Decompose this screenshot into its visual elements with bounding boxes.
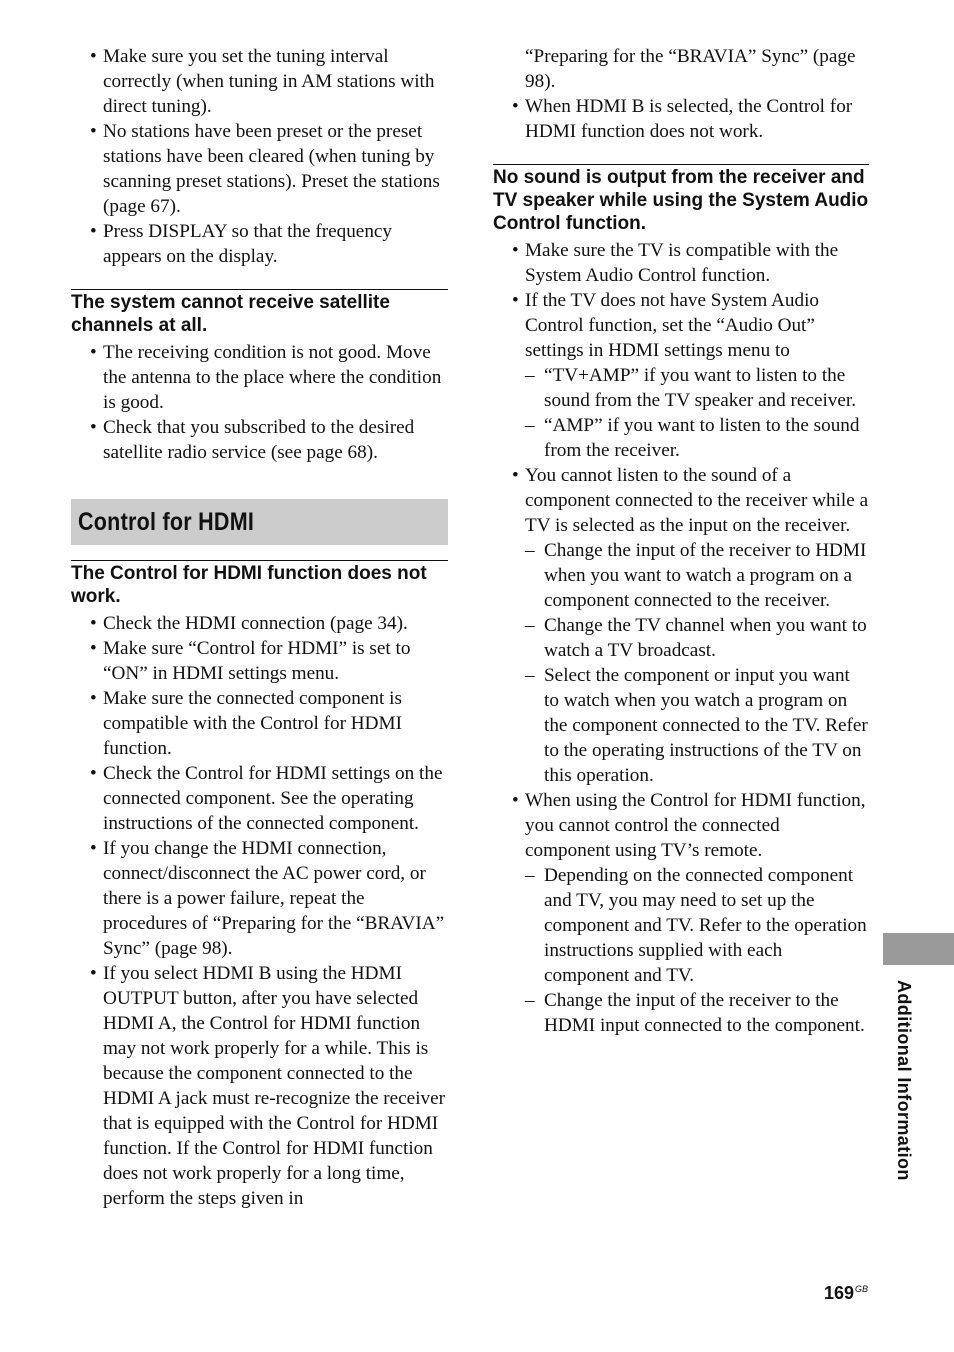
list-item: • If you select HDMI B using the HDMI OUTPUT button, after you have selected HDMI A, the Control for HDMI function may not work properly for a while. This is because the component connected to the HDMI A jack must re-recognize the receiver that is equipped with the Control for HDMI function. If the Control for HDMI function does not work properly for a long time, perform the steps given in <box>71 961 448 1211</box>
hdmi-bullet-list <box>71 611 448 1211</box>
left-column <box>71 44 448 1211</box>
section-title-bar <box>71 499 448 545</box>
no-sound-subheading: No sound is output from the receiver and TV speaker while using the System Audio Control function. <box>493 164 869 235</box>
dash-item: – Select the component or input you want to watch when you watch a program on the component connected to the TV. Refer to the operating instructions of the TV on this operation. <box>493 663 869 788</box>
list-item: • Make sure you set the tuning interval correctly (when tuning in AM stations with direct tuning). <box>71 44 448 119</box>
list-item: • You cannot listen to the sound of a component connected to the receiver while a TV is selected as the input on the receiver. <box>493 463 869 538</box>
list-item: • When using the Control for HDMI function, you cannot control the connected component using TV’s remote. <box>493 788 869 863</box>
page-number-value: 169 <box>824 1283 855 1303</box>
list-item: • Check the Control for HDMI settings on the connected component. See the operating instructions of the connected component. <box>71 761 448 836</box>
list-item: • If the TV does not have System Audio Control function, set the “Audio Out” settings in HDMI settings menu to <box>493 288 869 363</box>
satellite-subheading: The system cannot receive satellite channels at all. <box>71 289 448 337</box>
satellite-bullet-list <box>71 340 448 465</box>
hdmi-b-bullet-list <box>493 94 869 144</box>
list-item: • No stations have been preset or the preset stations have been cleared (when tuning by scanning preset stations). Preset the stations (page 67). <box>71 119 448 219</box>
dash-item: – Change the TV channel when you want to watch a TV broadcast. <box>493 613 869 663</box>
list-item: • Check the HDMI connection (page 34). <box>71 611 448 636</box>
list-item: • Press DISPLAY so that the frequency appears on the display. <box>71 219 448 269</box>
list-item: • The receiving condition is not good. Move the antenna to the place where the condition is good. <box>71 340 448 415</box>
list-item: • Make sure the connected component is compatible with the Control for HDMI function. <box>71 686 448 761</box>
side-section-label: Additional Information <box>894 980 914 1181</box>
dash-item: – Change the input of the receiver to HDMI when you want to watch a program on a component connected to the receiver. <box>493 538 869 613</box>
list-item: • When HDMI B is selected, the Control for HDMI function does not work. <box>493 94 869 144</box>
hdmi-subheading: The Control for HDMI function does not work. <box>71 560 448 608</box>
list-item: • If you change the HDMI connection, connect/disconnect the AC power cord, or there is a power failure, repeat the procedures of “Preparing for the “BRAVIA” Sync” (page 98). <box>71 836 448 961</box>
dash-item: – Depending on the connected component and TV, you may need to set up the component and TV. Refer to the operation instructions supplied with each component and TV. <box>493 863 869 988</box>
page-number <box>824 1283 868 1304</box>
page-number-suffix: GB <box>855 1284 869 1294</box>
section-index-tab <box>883 933 954 965</box>
tuning-bullet-list <box>71 44 448 269</box>
list-item: • Check that you subscribed to the desired satellite radio service (see page 68). <box>71 415 448 465</box>
section-title: Control for HDMI <box>78 508 255 536</box>
list-item: • Make sure “Control for HDMI” is set to “ON” in HDMI settings menu. <box>71 636 448 686</box>
dash-item: – “TV+AMP” if you want to listen to the sound from the TV speaker and receiver. <box>493 363 869 413</box>
right-column <box>493 44 869 1038</box>
no-sound-bullet-list <box>493 238 869 1038</box>
continued-text: “Preparing for the “BRAVIA” Sync” (page 98). <box>525 46 856 92</box>
list-item: • Make sure the TV is compatible with the System Audio Control function. <box>493 238 869 288</box>
dash-item: – “AMP” if you want to listen to the sound from the receiver. <box>493 413 869 463</box>
dash-item: – Change the input of the receiver to the HDMI input connected to the component. <box>493 988 869 1038</box>
